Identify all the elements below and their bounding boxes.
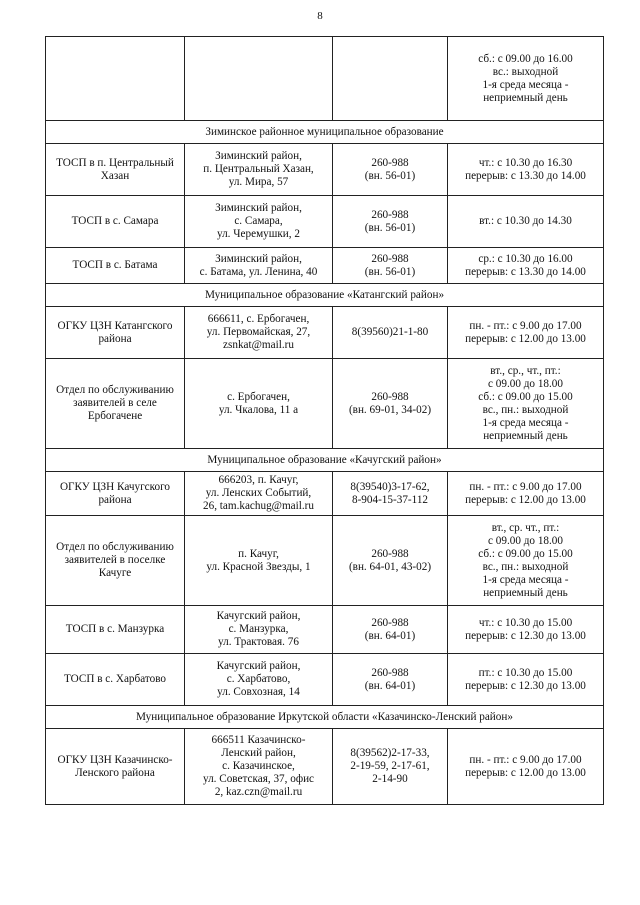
table-row <box>46 307 604 359</box>
phone-cell: 8(39540)3-17-62, 8-904-15-37-112 <box>333 472 448 516</box>
schedule-cell: сб.: с 09.00 до 16.00 вс.: выходной 1-я среда месяца - неприемный день <box>448 37 604 121</box>
address-cell: 666203, п. Качуг, ул. Ленских Событий, 26, tam.kachug@mail.ru <box>185 472 333 516</box>
address-cell: Качугский район, с. Харбатово, ул. Совхозная, 14 <box>185 654 333 706</box>
office-name-cell: ТОСП в с. Харбатово <box>46 654 185 706</box>
table-row <box>46 516 604 606</box>
address-cell: 666611, с. Ербогачен, ул. Первомайская, 27, zsnkat@mail.ru <box>185 307 333 359</box>
phone-cell: 260-988 (вн. 64-01) <box>333 606 448 654</box>
table-row <box>46 144 604 196</box>
section-title: Муниципальное образование «Качугский район» <box>46 449 604 472</box>
office-name-cell: ОГКУ ЦЗН Катангского района <box>46 307 185 359</box>
office-name-cell: ТОСП в п. Центральный Хазан <box>46 144 185 196</box>
table-row <box>46 248 604 284</box>
schedule-cell: вт., ср. чт., пт.: с 09.00 до 18.00 сб.: с 09.00 до 15.00 вс., пн.: выходной 1-я среда месяца - неприемный день <box>448 516 604 606</box>
phone-cell: 260-988 (вн. 69-01, 34-02) <box>333 359 448 449</box>
office-name-cell: Отдел по обслуживанию заявителей в селе Ербогачене <box>46 359 185 449</box>
section-title: Зиминское районное муниципальное образование <box>46 121 604 144</box>
table-row <box>46 359 604 449</box>
office-name-cell: ОГКУ ЦЗН Казачинско- Ленского района <box>46 729 185 805</box>
table-row <box>46 729 604 805</box>
address-cell <box>185 37 333 121</box>
section-header-row <box>46 121 604 144</box>
table-row <box>46 37 604 121</box>
address-cell: Зиминский район, с. Самара, ул. Черемушки, 2 <box>185 196 333 248</box>
office-name-cell <box>46 37 185 121</box>
office-name-cell: ТОСП в с. Батама <box>46 248 185 284</box>
schedule-cell: пн. - пт.: с 9.00 до 17.00 перерыв: с 12.00 до 13.00 <box>448 729 604 805</box>
phone-cell: 260-988 (вн. 64-01) <box>333 654 448 706</box>
phone-cell: 8(39560)21-1-80 <box>333 307 448 359</box>
service-offices-table <box>45 36 604 805</box>
office-name-cell: ОГКУ ЦЗН Качугского района <box>46 472 185 516</box>
address-cell: п. Качуг, ул. Красной Звезды, 1 <box>185 516 333 606</box>
phone-cell: 260-988 (вн. 56-01) <box>333 144 448 196</box>
table-row <box>46 196 604 248</box>
address-cell: Качугский район, с. Манзурка, ул. Трактовая. 76 <box>185 606 333 654</box>
phone-cell: 260-988 (вн. 56-01) <box>333 196 448 248</box>
office-name-cell: ТОСП в с. Самара <box>46 196 185 248</box>
section-title: Муниципальное образование Иркутской области «Казачинско-Ленский район» <box>46 706 604 729</box>
page-number: 8 <box>317 10 323 22</box>
phone-cell: 8(39562)2-17-33, 2-19-59, 2-17-61, 2-14-90 <box>333 729 448 805</box>
table-row <box>46 472 604 516</box>
schedule-cell: чт.: с 10.30 до 15.00 перерыв: с 12.30 до 13.00 <box>448 606 604 654</box>
schedule-cell: чт.: с 10.30 до 16.30 перерыв: с 13.30 до 14.00 <box>448 144 604 196</box>
phone-cell <box>333 37 448 121</box>
schedule-cell: вт.: с 10.30 до 14.30 <box>448 196 604 248</box>
office-name-cell: Отдел по обслуживанию заявителей в поселке Качуге <box>46 516 185 606</box>
address-cell: с. Ербогачен, ул. Чкалова, 11 а <box>185 359 333 449</box>
schedule-cell: ср.: с 10.30 до 16.00 перерыв: с 13.30 до 14.00 <box>448 248 604 284</box>
address-cell: 666511 Казачинско- Ленский район, с. Казачинское, ул. Советская, 37, офис 2, kaz.czn@mail.ru <box>185 729 333 805</box>
office-name-cell: ТОСП в с. Манзурка <box>46 606 185 654</box>
schedule-cell: вт., ср., чт., пт.: с 09.00 до 18.00 сб.: с 09.00 до 15.00 вс., пн.: выходной 1-я среда месяца - неприемный день <box>448 359 604 449</box>
section-header-row <box>46 284 604 307</box>
table-row <box>46 654 604 706</box>
address-cell: Зиминский район, п. Центральный Хазан, ул. Мира, 57 <box>185 144 333 196</box>
schedule-cell: пн. - пт.: с 9.00 до 17.00 перерыв: с 12.00 до 13.00 <box>448 307 604 359</box>
section-title: Муниципальное образование «Катангский район» <box>46 284 604 307</box>
section-header-row <box>46 449 604 472</box>
schedule-cell: пн. - пт.: с 9.00 до 17.00 перерыв: с 12.00 до 13.00 <box>448 472 604 516</box>
address-cell: Зиминский район, с. Батама, ул. Ленина, 40 <box>185 248 333 284</box>
table-row <box>46 606 604 654</box>
schedule-cell: пт.: с 10.30 до 15.00 перерыв: с 12.30 до 13.00 <box>448 654 604 706</box>
phone-cell: 260-988 (вн. 64-01, 43-02) <box>333 516 448 606</box>
phone-cell: 260-988 (вн. 56-01) <box>333 248 448 284</box>
section-header-row <box>46 706 604 729</box>
